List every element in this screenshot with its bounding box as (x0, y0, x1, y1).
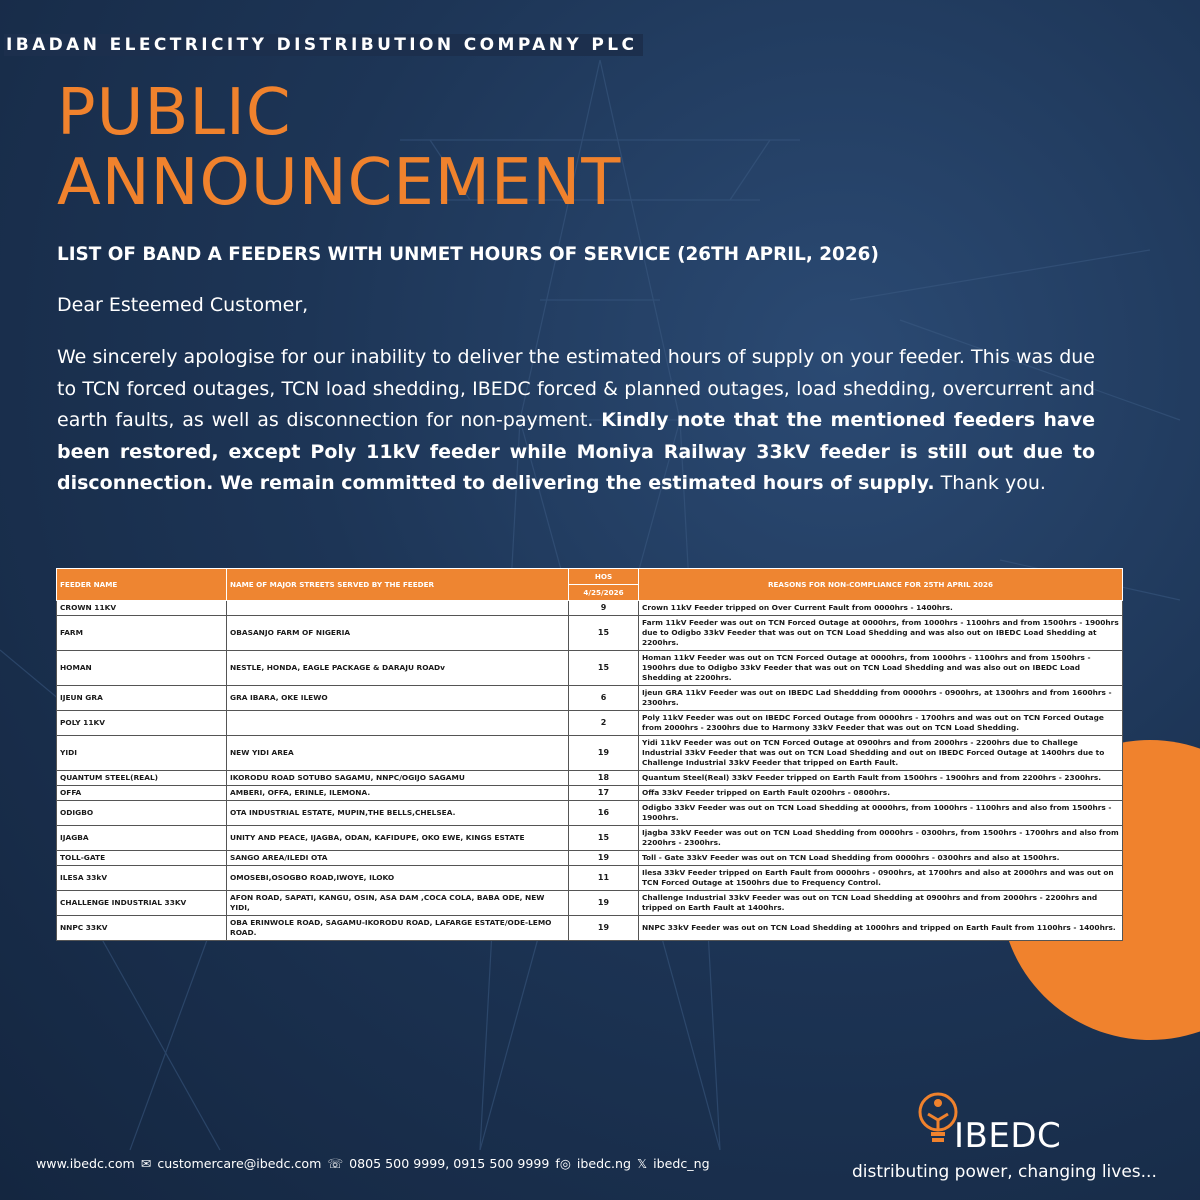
cell-feeder: YIDI (57, 736, 227, 771)
table-row (57, 866, 1123, 891)
social-fb-ig[interactable]: ibedc.ng (576, 1156, 631, 1171)
cell-streets: OBASANJO FARM OF NIGERIA (227, 616, 569, 651)
cell-reason: Challenge Industrial 33kV Feeder was out on TCN Load Shedding at 0900hrs and from 2000hrs - 2200hrs and tripped on Earth Fault at 1400hrs. (639, 891, 1123, 916)
cell-hos: 19 (569, 891, 639, 916)
page-title (57, 78, 621, 218)
table-row (57, 851, 1123, 866)
cell-feeder: HOMAN (57, 651, 227, 686)
cell-streets: AMBERI, OFFA, ERINLE, ILEMONA. (227, 786, 569, 801)
col-streets: NAME OF MAJOR STREETS SERVED BY THE FEEDER (227, 569, 569, 601)
website-link[interactable]: www.ibedc.com (36, 1156, 135, 1171)
cell-reason: Poly 11kV Feeder was out on IBEDC Forced Outage from 0000hrs - 1700hrs and was out on TCN Forced Outage from 2000hrs - 2300hrs due to Harmony 33kV Feeder that was out on TCN Load Shedding. (639, 711, 1123, 736)
cell-reason: Yidi 11kV Feeder was out on TCN Forced Outage at 0900hrs and from 2000hrs - 2200hrs due to Challege Industrial 33kV Feeder that was out on TCN Load Shedding and out on IBEDC Forced Outage at 1400hrs due to Challenge Industrial 33kV Feeder that tripped on Earth Fault. (639, 736, 1123, 771)
table-row (57, 916, 1123, 941)
cell-feeder: TOLL-GATE (57, 851, 227, 866)
email-link[interactable]: customercare@ibedc.com (157, 1156, 322, 1171)
table-row (57, 801, 1123, 826)
cell-streets (227, 711, 569, 736)
cell-reason: Farm 11kV Feeder was out on TCN Forced Outage at 0000hrs, from 1000hrs - 1100hrs and from 1500hrs - 1900hrs due to Odigbo 33kV Feeder that was out on TCN Load Shedding and was also out on IBEDC Load Shedding at 2200hrs. (639, 616, 1123, 651)
cell-streets (227, 601, 569, 616)
body-bold: Kindly note that the mentioned feeders have been restored, except Poly 11kV feeder while Moniya Railway 33kV feeder is still out due to disconnection. We remain committed to delivering the estimated hours of supply. (57, 409, 1095, 494)
table-row (57, 736, 1123, 771)
title-line-2: ANNOUNCEMENT (57, 146, 622, 220)
cell-hos: 15 (569, 651, 639, 686)
phone-icon: ☏ (327, 1156, 344, 1171)
cell-feeder: NNPC 33KV (57, 916, 227, 941)
cell-feeder: QUANTUM STEEL(REAL) (57, 771, 227, 786)
email-icon: ✉ (140, 1156, 152, 1171)
cell-hos: 6 (569, 686, 639, 711)
cell-streets: IKORODU ROAD SOTUBO SAGAMU, NNPC/OGIJO SAGAMU (227, 771, 569, 786)
table-row (57, 651, 1123, 686)
cell-feeder: ODIGBO (57, 801, 227, 826)
cell-reason: Crown 11kV Feeder tripped on Over Current Fault from 0000hrs - 1400hrs. (639, 601, 1123, 616)
cell-streets: SANGO AREA/ILEDI OTA (227, 851, 569, 866)
cell-feeder: IJEUN GRA (57, 686, 227, 711)
cell-streets: OTA INDUSTRIAL ESTATE, MUPIN,THE BELLS,CHELSEA. (227, 801, 569, 826)
cell-feeder: CHALLENGE INDUSTRIAL 33KV (57, 891, 227, 916)
cell-reason: Ilesa 33kV Feeder tripped on Earth Fault from 0000hrs - 0900hrs, at 1700hrs and also at 2000hrs and was out on TCN Forced Outage at 1500hrs due to Frequency Control. (639, 866, 1123, 891)
cell-reason: Offa 33kV Feeder tripped on Earth Fault 0200hrs - 0800hrs. (639, 786, 1123, 801)
table-row (57, 826, 1123, 851)
table-row (57, 601, 1123, 616)
table-body (57, 601, 1123, 941)
greeting: Dear Esteemed Customer, (57, 294, 309, 316)
cell-streets: NESTLE, HONDA, EAGLE PACKAGE & DARAJU ROADv (227, 651, 569, 686)
company-name: IBADAN ELECTRICITY DISTRIBUTION COMPANY PLC (4, 34, 643, 56)
cell-streets: OMOSEBI,OSOGBO ROAD,IWOYE, ILOKO (227, 866, 569, 891)
cell-feeder: POLY 11KV (57, 711, 227, 736)
body-end: Thank you. (934, 472, 1046, 494)
table-row (57, 771, 1123, 786)
cell-hos: 16 (569, 801, 639, 826)
cell-hos: 18 (569, 771, 639, 786)
brand-name: IBEDC (954, 1116, 1062, 1156)
cell-feeder: CROWN 11KV (57, 601, 227, 616)
cell-streets: NEW YIDI AREA (227, 736, 569, 771)
body-normal: We sincerely apologise for our inability to deliver the estimated hours of supply on your feeder. This was due to TCN forced outages, TCN load shedding, IBEDC forced & planned outages, load shedding, overcurrent and earth faults, as well as disconnection for non-payment. (57, 346, 1095, 431)
brand-tagline: distributing power, changing lives... (852, 1162, 1157, 1182)
col-feeder-name: FEEDER NAME (57, 569, 227, 601)
cell-hos: 15 (569, 826, 639, 851)
title-line-1: PUBLIC (57, 76, 292, 150)
cell-hos: 19 (569, 916, 639, 941)
announcement-body (57, 342, 1095, 500)
col-hos-date: 4/25/2026 (569, 585, 639, 601)
cell-hos: 11 (569, 866, 639, 891)
footer-contacts (36, 1156, 710, 1171)
cell-reason: Ijagba 33kV Feeder was out on TCN Load Shedding from 0000hrs - 0300hrs, from 1500hrs - 1700hrs and also from 2200hrs - 2300hrs. (639, 826, 1123, 851)
table-row (57, 786, 1123, 801)
cell-hos: 15 (569, 616, 639, 651)
cell-streets: UNITY AND PEACE, IJAGBA, ODAN, KAFIDUPE, OKO EWE, KINGS ESTATE (227, 826, 569, 851)
cell-streets: OBA ERINWOLE ROAD, SAGAMU-IKORODU ROAD, LAFARGE ESTATE/ODE-LEMO ROAD. (227, 916, 569, 941)
table-row (57, 686, 1123, 711)
cell-reason: Homan 11kV Feeder was out on TCN Forced Outage at 0000hrs, from 1000hrs - 1100hrs and from 1500hrs - 1900hrs due to Odigbo 33kV Feeder that was out on TCN Load Shedding and was also out on IBEDC Load Shedding at 2200hrs. (639, 651, 1123, 686)
cell-reason: Odigbo 33kV Feeder was out on TCN Load Shedding at 0000hrs, from 1000hrs - 1100hrs and also from 1500hrs - 1900hrs. (639, 801, 1123, 826)
phone-numbers: 0805 500 9999, 0915 500 9999 (349, 1156, 550, 1171)
feeders-table (56, 568, 1123, 941)
cell-feeder: IJAGBA (57, 826, 227, 851)
cell-hos: 19 (569, 736, 639, 771)
cell-reason: Quantum Steel(Real) 33kV Feeder tripped on Earth Fault from 1500hrs - 1900hrs and from 2200hrs - 2300hrs. (639, 771, 1123, 786)
cell-hos: 19 (569, 851, 639, 866)
cell-reason: NNPC 33kV Feeder was out on TCN Load Shedding at 1000hrs and tripped on Earth Fault from 1100hrs - 1400hrs. (639, 916, 1123, 941)
social-x[interactable]: ibedc_ng (653, 1156, 710, 1171)
table-row (57, 711, 1123, 736)
cell-feeder: ILESA 33kV (57, 866, 227, 891)
subtitle: LIST OF BAND A FEEDERS WITH UNMET HOURS OF SERVICE (26TH APRIL, 2026) (57, 244, 879, 265)
cell-feeder: OFFA (57, 786, 227, 801)
table-row (57, 891, 1123, 916)
cell-hos: 17 (569, 786, 639, 801)
facebook-instagram-icon: f◎ (555, 1156, 571, 1171)
cell-hos: 9 (569, 601, 639, 616)
table-row (57, 616, 1123, 651)
x-icon: 𝕏 (636, 1156, 648, 1171)
col-hos: HOS (569, 569, 639, 585)
cell-reason: Ijeun GRA 11kV Feeder was out on IBEDC Lad Sheddding from 0000hrs - 0900hrs, at 1300hrs and from 1600hrs - 2300hrs. (639, 686, 1123, 711)
cell-reason: Toll - Gate 33kV Feeder was out on TCN Load Shedding from 0000hrs - 0300hrs and also at 1500hrs. (639, 851, 1123, 866)
cell-feeder: FARM (57, 616, 227, 651)
cell-hos: 2 (569, 711, 639, 736)
cell-streets: GRA IBARA, OKE ILEWO (227, 686, 569, 711)
cell-streets: AFON ROAD, SAPATI, KANGU, OSIN, ASA DAM ,COCA COLA, BABA ODE, NEW YIDI, (227, 891, 569, 916)
col-reasons: REASONS FOR NON-COMPLIANCE FOR 25TH APRIL 2026 (639, 569, 1123, 601)
